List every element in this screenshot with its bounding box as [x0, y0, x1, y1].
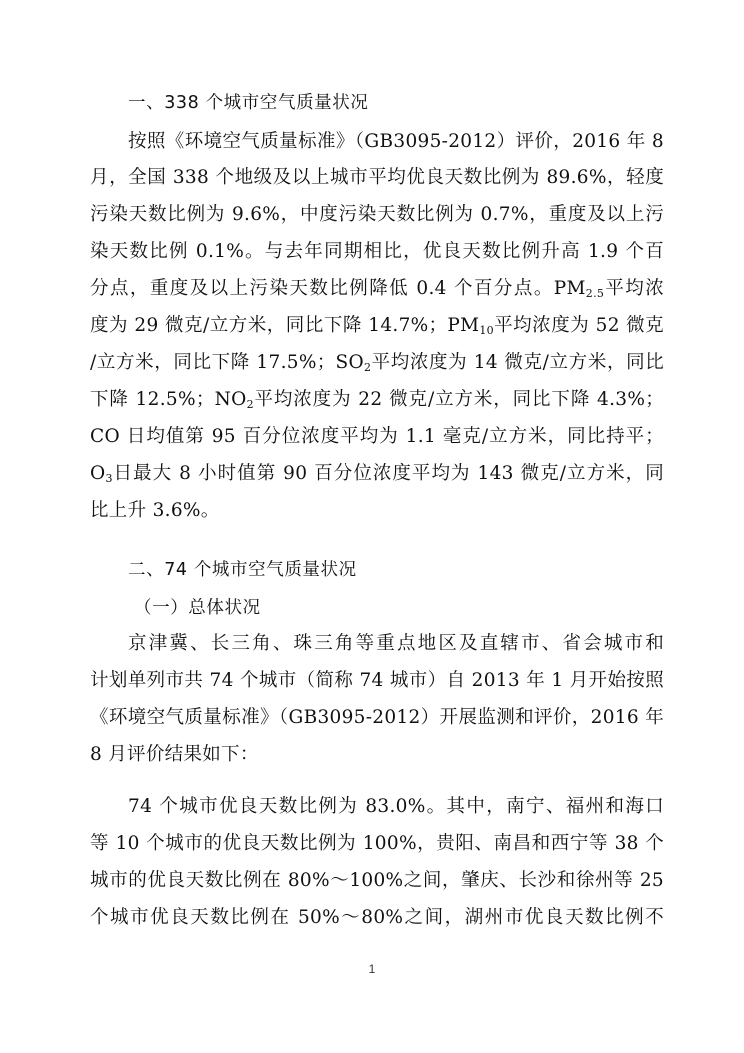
paragraph-line: 按照《环境空气质量标准》（GB3095-2012）评价，2016 年 8: [128, 131, 664, 152]
paragraph-line: 个城市优良天数比例在 50%～80%之间，湖州市优良天数比例不: [90, 907, 664, 928]
text-run: 平均浓: [604, 278, 664, 299]
text-run: 下降 12.5%；NO: [90, 389, 247, 410]
paragraph-line: 污染天数比例为 9.6%，中度污染天数比例为 0.7%，重度及以上污: [90, 204, 664, 225]
paragraph-line: 8 月评价结果如下：: [90, 744, 259, 765]
text-run: /立方米，同比下降 17.5%；SO: [90, 352, 364, 373]
subscript: 2: [363, 361, 372, 374]
page-number: 1: [368, 962, 376, 976]
text-run: O: [90, 463, 106, 484]
paragraph-line: 《环境空气质量标准》（GB3095-2012）开展监测和评价，2016 年: [90, 707, 664, 728]
paragraph-line: [90, 383, 664, 417]
paragraph-line: 染天数比例 0.1%。与去年同期相比，优良天数比例升高 1.9 个百: [90, 241, 664, 262]
paragraph-line: 月，全国 338 个地级及以上城市平均优良天数比例为 89.6%，轻度: [90, 167, 664, 188]
paragraph-line: [90, 457, 664, 491]
paragraph-line: CO 日均值第 95 百分位浓度平均为 1.1 毫克/立方米，同比持平；: [90, 426, 664, 447]
paragraph-line: [90, 346, 664, 380]
paragraph-line: 等 10 个城市的优良天数比例为 100%，贵阳、南昌和西宁等 38 个: [90, 833, 664, 854]
text-run: 平均浓度为 52 微克: [493, 315, 664, 336]
section2-heading: 二、74 个城市空气质量状况: [128, 560, 357, 580]
paragraph-line: [90, 272, 664, 306]
section1-heading: 一、338 个城市空气质量状况: [128, 93, 369, 113]
paragraph-line: 计划单列市共 74 个城市（简称 74 城市）自 2013 年 1 月开始按照: [90, 670, 664, 691]
text-run: 分点，重度及以上污染天数比例降低 0.4 个百分点。PM: [90, 278, 586, 299]
text-run: 度为 29 微克/立方米，同比下降 14.7%；PM: [90, 315, 480, 336]
text-run: 平均浓度为 22 微克/立方米，同比下降 4.3%；: [253, 389, 664, 410]
paragraph-line: [90, 309, 664, 343]
text-run: 日最大 8 小时值第 90 百分位浓度平均为 143 微克/立方米，同: [112, 463, 664, 484]
subscript: 10: [479, 324, 494, 337]
paragraph-line: 城市的优良天数比例在 80%～100%之间，肇庆、长沙和徐州等 25: [90, 870, 664, 891]
subsection-heading: （一）总体状况: [134, 598, 261, 618]
text-run: 平均浓度为 14 微克/立方米，同比: [371, 352, 664, 373]
paragraph-line: 比上升 3.6%。: [90, 500, 220, 521]
paragraph-line: 京津冀、长三角、珠三角等重点地区及直辖市、省会城市和: [128, 633, 664, 654]
subscript: 3: [105, 472, 113, 485]
subscript: 2: [246, 398, 254, 411]
paragraph-line: 74 个城市优良天数比例为 83.0%。其中，南宁、福州和海口: [128, 796, 664, 817]
subscript: 2.5: [585, 287, 605, 300]
